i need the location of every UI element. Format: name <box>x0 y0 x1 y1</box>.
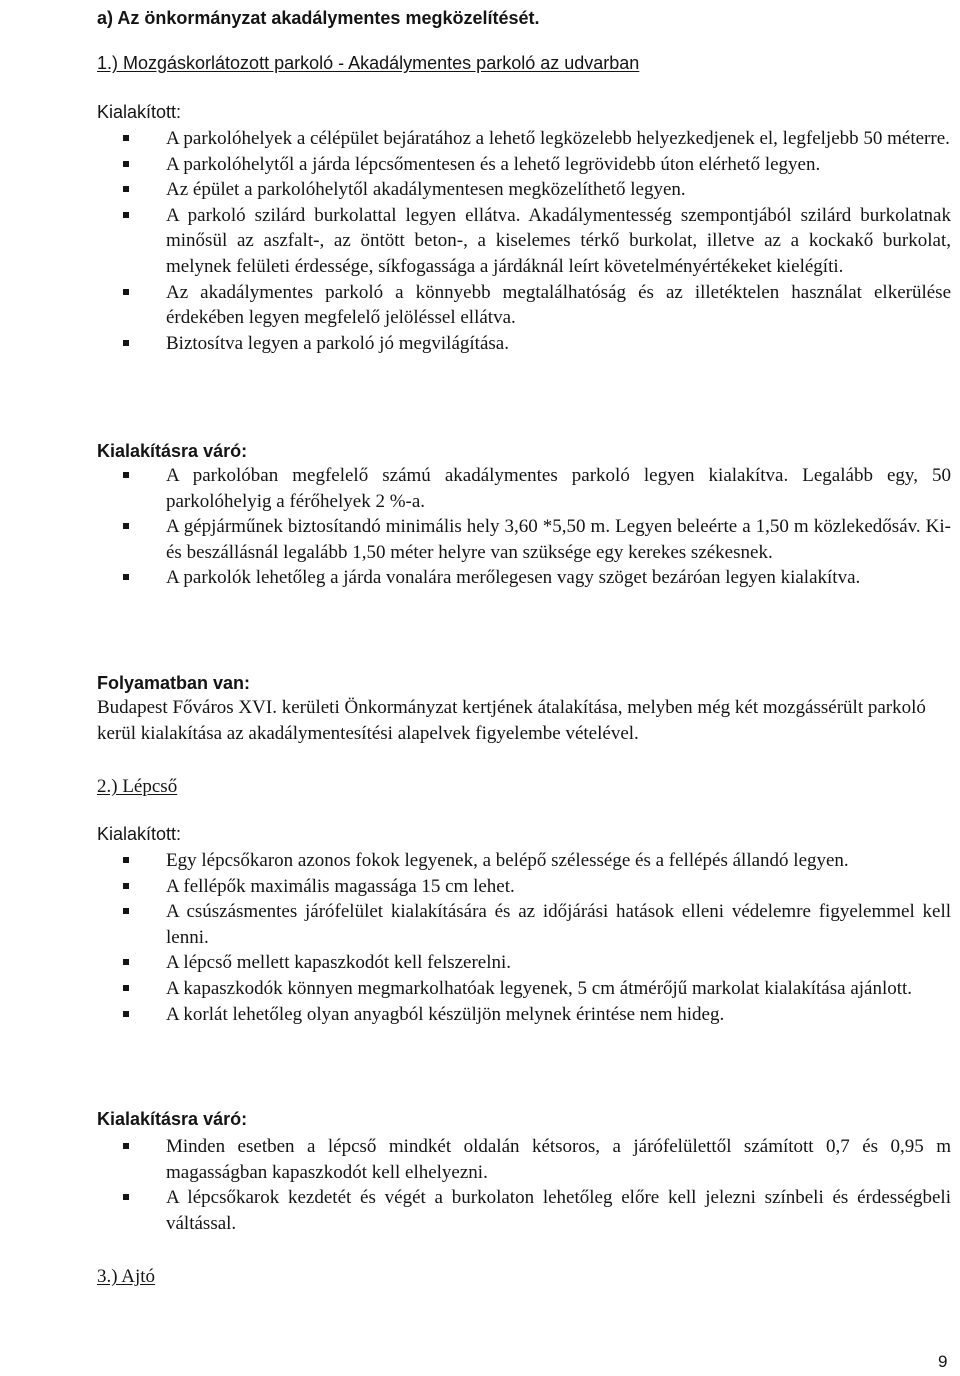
bullet-icon <box>123 1143 129 1149</box>
bullet-icon <box>123 959 129 965</box>
label-in-progress-parking: Folyamatban van: <box>97 673 251 693</box>
list-completed-parking <box>0 126 960 356</box>
list-item-text: A csúszásmentes járófelület kialakítására és az időjárási hatások elleni védelemre figyelemmel kell lenni. <box>166 901 951 948</box>
list-item-text: A kapaszkodók könnyen megmarkolhatóak legyenek, 5 cm átmérőjű markolat kialakítása ajánlott. <box>166 977 913 999</box>
list-item-text: A parkolók lehetőleg a járda vonalára merőlegesen vagy szöget bezáróan legyen kialakítva. <box>166 567 861 589</box>
list-item <box>0 203 951 280</box>
in-progress-text: Budapest Főváros XVI. kerületi Önkormányzat kertjének átalakítása, melyben még két mozgássérült parkoló kerül kialakítása az akadálymentesítési alapelvek figyelembe vételével. <box>97 697 926 744</box>
list-item <box>0 874 951 900</box>
list-item <box>0 331 951 357</box>
bullet-icon <box>123 574 129 580</box>
list-item-text: A parkolóhelyek a célépület bejáratához a lehető legközelebb helyezkedjenek el, legfeljebb 50 méterre. <box>166 128 950 149</box>
list-item-text: A lépcsőkarok kezdetét és végét a burkolaton lehetőleg előre kell jelezni színbeli és érdességbeli váltással. <box>166 1187 951 1234</box>
list-item <box>0 152 951 178</box>
bullet-icon <box>123 1194 129 1200</box>
label-pending-stairs: Kialakításra váró: <box>97 1109 248 1129</box>
list-item-text: A korlát lehetőleg olyan anyagból készüljön melynek érintése nem hideg. <box>166 1003 725 1025</box>
bullet-icon <box>123 1011 129 1017</box>
bullet-icon <box>123 883 129 889</box>
list-pending-stairs <box>0 1134 960 1236</box>
list-item <box>0 463 951 514</box>
bullet-icon <box>123 340 129 346</box>
subsection-title-stairs: 2.) Lépcső <box>97 776 178 797</box>
bullet-icon <box>123 186 129 192</box>
list-item <box>0 126 951 152</box>
list-item <box>0 899 951 950</box>
section-heading: a) Az önkormányzat akadálymentes megközelítését. <box>97 8 540 28</box>
bullet-icon <box>123 212 129 218</box>
list-item <box>0 976 951 1002</box>
page-number: 9 <box>938 1352 948 1371</box>
bullet-icon <box>123 161 129 167</box>
list-item <box>0 1134 951 1185</box>
list-item-text: A parkolóban megfelelő számú akadálymentes parkoló legyen kialakítva. Legalább egy, 50 parkolóhelyig a férőhelyek 2 %-a. <box>166 465 951 512</box>
list-item-text: A gépjárműnek biztosítandó minimális hely 3,60 *5,50 m. Legyen beleérte a 1,50 m közlekedősáv. Ki- és beszállásnál legalább 1,50 méter helyre van szüksége egy kerekes székesnek. <box>166 516 951 563</box>
list-item-text: Minden esetben a lépcső mindkét oldalán kétsoros, a járófelülettől számított 0,7 és 0,95 m magasságban kapaszkodót kell elhelyezni. <box>166 1136 951 1183</box>
list-item <box>0 514 951 565</box>
bullet-icon <box>123 523 129 529</box>
label-pending-parking: Kialakításra váró: <box>97 441 248 461</box>
list-item-text: A lépcső mellett kapaszkodót kell felszerelni. <box>166 952 512 974</box>
list-item-text: Az akadálymentes parkoló a könnyebb megtalálhatóság és az illetéktelen használat elkerülése érdekében legyen megfelelő jelöléssel ellátva. <box>166 281 951 329</box>
label-completed-stairs: Kialakított: <box>97 824 182 844</box>
list-item-text: A parkoló szilárd burkolattal legyen ellátva. Akadálymentesség szempontjából szilárd burkolatnak minősül az aszfalt-, az öntött beton-, a kiselemes térkő burkolat, illetve az a kockakő burkolat, melynek felületi érdessége, síkfogassága a járdáknál leírt követelményértékeket kielégíti. <box>166 204 951 277</box>
list-completed-stairs <box>0 848 960 1027</box>
list-item-text: Biztosítva legyen a parkoló jó megvilágítása. <box>166 332 509 354</box>
bullet-icon <box>123 985 129 991</box>
bullet-icon <box>123 135 129 141</box>
bullet-icon <box>123 289 129 295</box>
list-item <box>0 177 951 203</box>
label-completed-parking: Kialakított: <box>97 102 182 122</box>
list-item-text: Egy lépcsőkaron azonos fokok legyenek, a belépő szélessége és a fellépés állandó legyen. <box>166 850 849 871</box>
list-item-text: A parkolóhelytől a járda lépcsőmentesen és a lehető legrövidebb úton elérhető legyen. <box>166 153 821 175</box>
bullet-icon <box>123 857 129 863</box>
list-item <box>0 950 951 976</box>
list-item-text: A fellépők maximális magassága 15 cm lehet. <box>166 875 515 897</box>
bullet-icon <box>123 908 129 914</box>
list-item-text: Az épület a parkolóhelytől akadálymentesen megközelíthető legyen. <box>166 179 686 201</box>
list-item <box>0 848 951 874</box>
list-item <box>0 1002 951 1028</box>
list-item <box>0 565 951 591</box>
list-item <box>0 280 951 331</box>
list-pending-parking <box>0 463 960 591</box>
subsection-title-parking: 1.) Mozgáskorlátozott parkoló - Akadálymentes parkoló az udvarban <box>97 53 640 73</box>
subsection-title-door: 3.) Ajtó <box>97 1266 156 1287</box>
bullet-icon <box>123 472 129 478</box>
list-item <box>0 1185 951 1236</box>
